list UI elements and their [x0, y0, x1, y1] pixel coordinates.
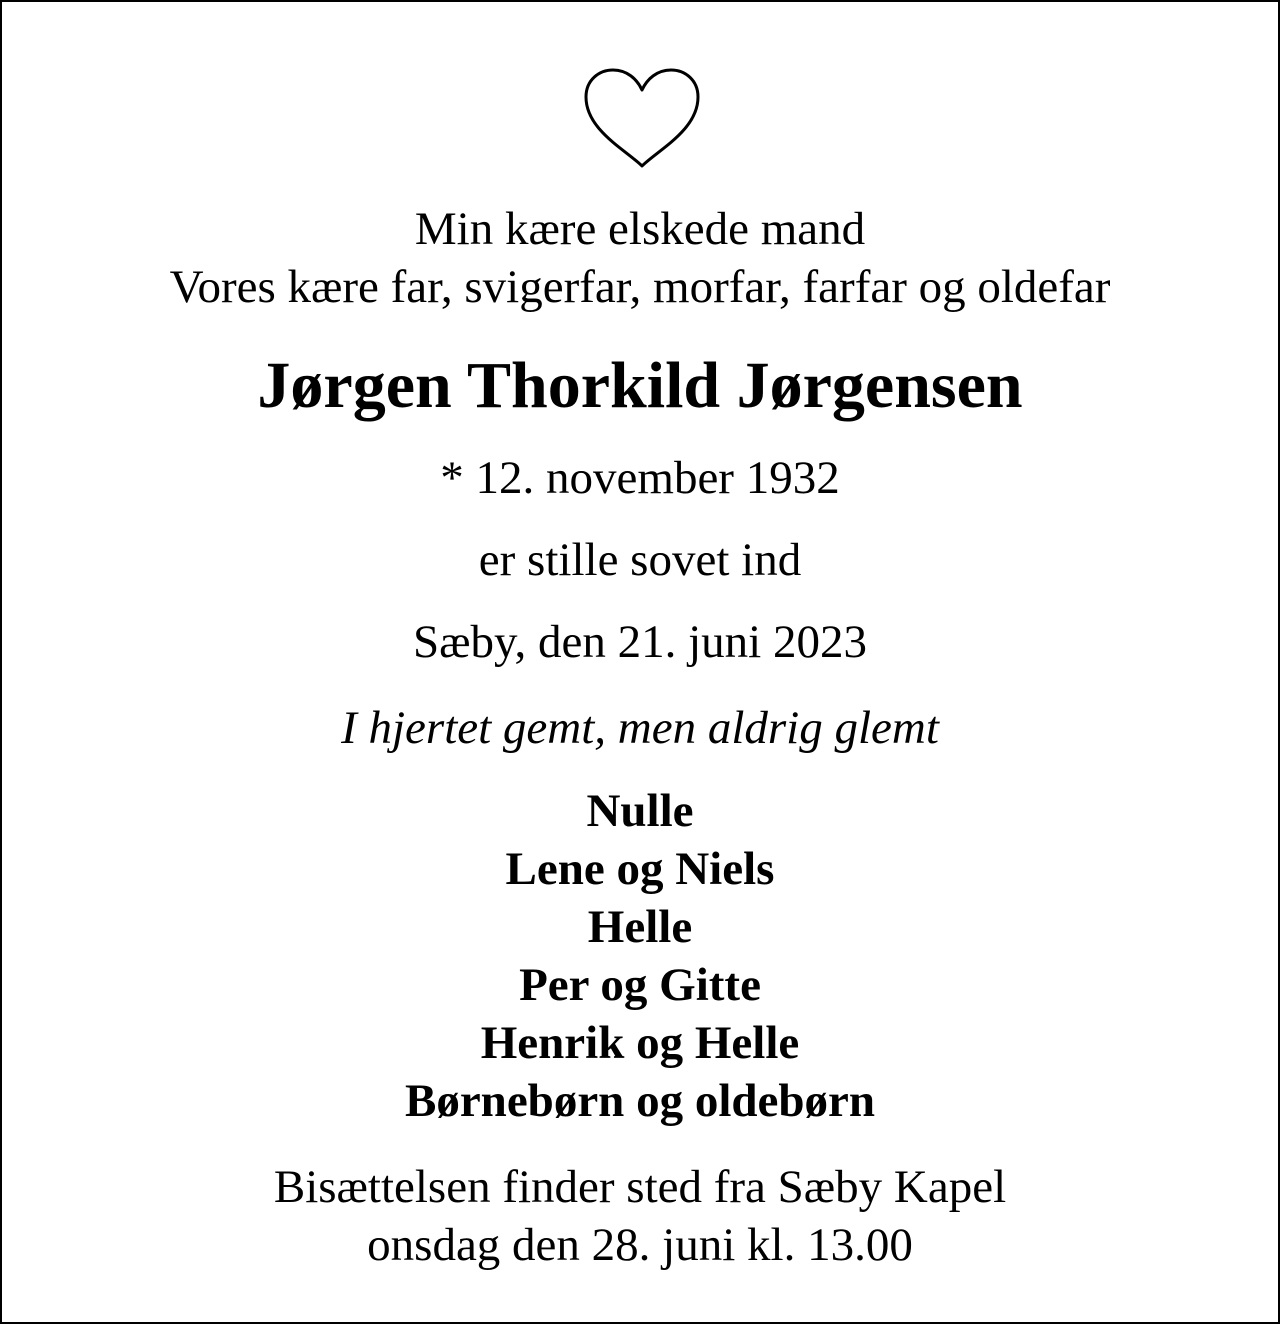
mourner-item: Nulle — [586, 785, 694, 837]
mourner-item: Lene og Niels — [505, 843, 775, 895]
intro-text — [2, 200, 1278, 316]
mourner-item: Helle — [587, 901, 693, 953]
mourners-list — [2, 782, 1278, 1130]
funeral-line-1: Bisættelsen finder sted fra Sæby Kapel — [273, 1161, 1007, 1213]
memorial-motto: I hjertet gemt, men aldrig glemt — [341, 702, 939, 754]
intro-line-2: Vores kære far, svigerfar, morfar, farfar og oldefar — [169, 261, 1111, 313]
funeral-details — [2, 1158, 1278, 1274]
mourner-item: Per og Gitte — [519, 959, 761, 1011]
place-and-date: Sæby, den 21. juni 2023 — [413, 616, 867, 668]
passed-away-text: er stille sovet ind — [478, 534, 802, 586]
deceased-name: Jørgen Thorkild Jørgensen — [257, 349, 1023, 422]
birth-date: * 12. november 1932 — [440, 452, 840, 504]
mourner-item: Børnebørn og oldebørn — [404, 1075, 876, 1127]
intro-line-1: Min kære elskede mand — [414, 203, 866, 255]
mourner-item: Henrik og Helle — [480, 1017, 800, 1069]
funeral-line-2: onsdag den 28. juni kl. 13.00 — [367, 1219, 913, 1271]
heart-icon — [582, 66, 702, 170]
